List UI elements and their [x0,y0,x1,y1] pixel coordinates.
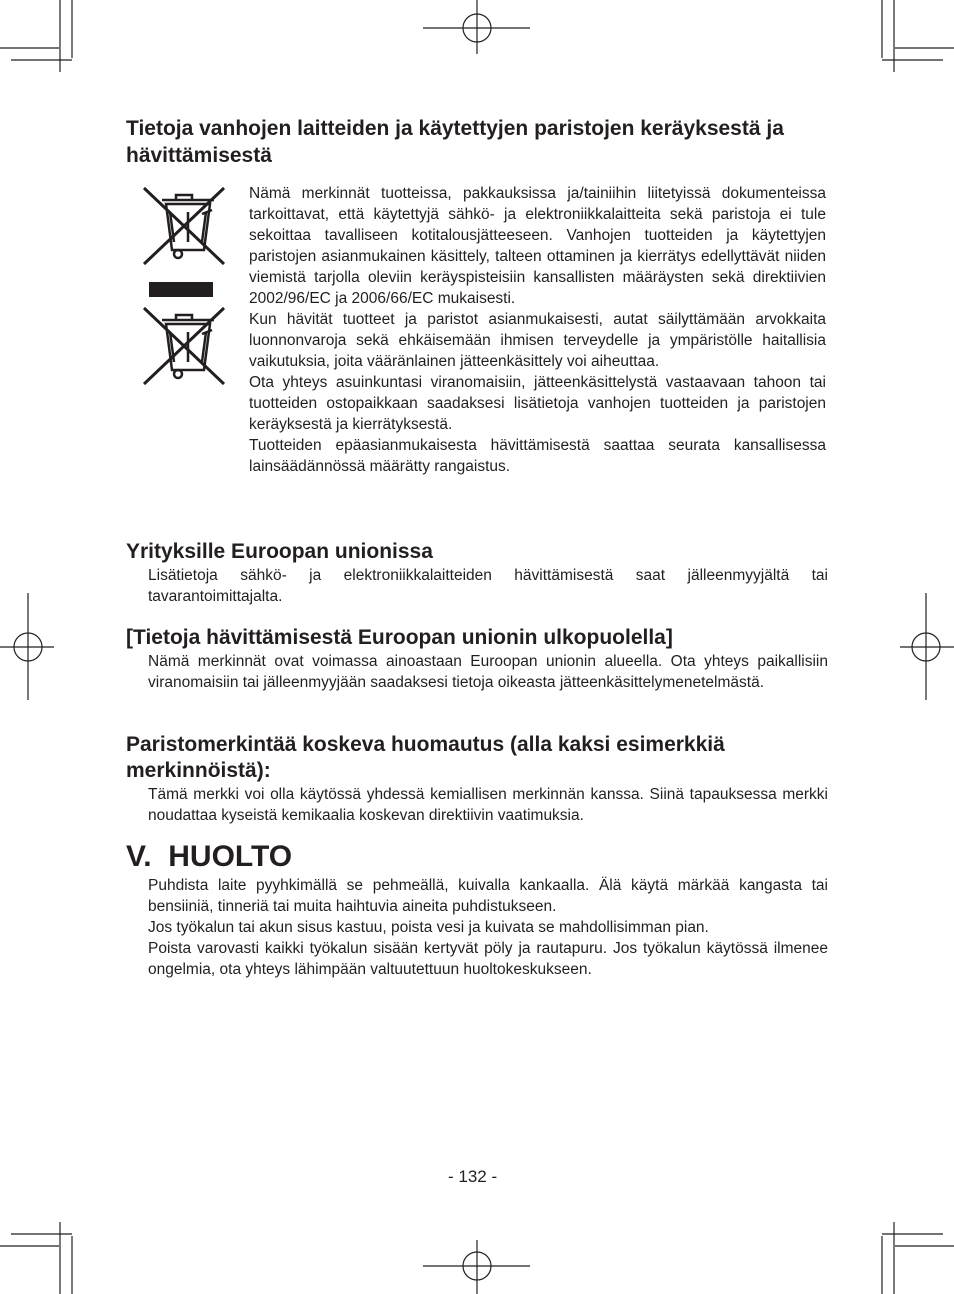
paragraph: Ota yhteys asuinkuntasi viranomaisiin, jätteenkäsittelystä vastaavaan tahoon tai tuotteiden ostopaikkaan saadaksesi lisätietoja vanhojen tuotteiden ja paristojen keräyksestä ja kierrätyksestä. [249,374,826,433]
registration-mark-left [0,593,54,700]
bar-mark [149,282,213,297]
paragraph: Poista varovasti kaikki työkalun sisään kertyvät pöly ja rautapuru. Jos työkalun käytössä ilmenee ongelmia, ota yhteys lähimpään valtuutettuun huoltokeskukseen. [148,940,828,978]
paragraph: Puhdista laite pyyhkimällä se pehmeällä, kuivalla kankaalla. Älä käytä märkää kangasta tai bensiiniä, tinneriä tai muita haihtuvia aineita puhdistukseen. [148,877,828,915]
crop-mark-top-left [0,0,72,72]
crop-mark-bottom-right [882,1222,954,1294]
paragraph: Kun hävität tuotteet ja paristot asianmukaisesti, autat säilyttämään arvokkaita luonnonvaroja sekä ehkäisemään ihmisen terveydelle ja ympäristölle haitallisia vaikutuksia, joita vääränlainen jätteenkäsittely voi aiheuttaa. [249,311,826,370]
section-title-battery-symbol: Paristomerkintää koskeva huomautus (alla kaksi esimerkkiä merkinnöistä): [126,733,725,782]
section-title-disposal: Tietoja vanhojen laitteiden ja käytettyjen paristojen keräyksestä ja hävittämisestä [126,117,784,167]
section-title-outside-eu: [Tietoja hävittämisestä Euroopan unionin ulkopuolella] [126,626,673,649]
maintenance-text [148,875,828,980]
outside-eu-text: Nämä merkinnät ovat voimassa ainoastaan Euroopan unionin alueella. Ota yhteys paikallisiin viranomaisiin tai jälleenmyyjään saadaksesi tietoja oikeasta jätteenkäsittelymenetelmästä. [148,653,828,691]
crossed-out-wheelie-bin-icons [138,184,234,392]
crop-mark-bottom-left [0,1222,72,1294]
registration-mark-bottom [423,1240,530,1294]
crossed-out-wheelie-bin-with-bar-icon [144,188,224,264]
paragraph: Tuotteiden epäasianmukaisesta hävittämisestä saattaa seurata kansallisessa lainsäädännössä määrätty rangaistus. [249,437,826,475]
section-title-business-eu: Yrityksille Euroopan unionissa [126,540,433,563]
crossed-out-wheelie-bin-icon [144,308,224,384]
registration-mark-top [423,0,530,54]
paragraph: Nämä merkinnät tuotteissa, pakkauksissa ja/tainiihin liitetyissä dokumenteissa tarkoittavat, että käytettyjä sähkö- ja elektroniikkalaitteita sekä paristoja ei tule sekoittaa tavalliseen kotitalousjätteeseen. Vanhojen tuotteiden ja käytettyjen paristojen asianmukainen käsittely, talteen ottaminen ja kierrätys edellyttävät niiden viemistä tarjolla oleviin keräyspisteisiin kansallisten määräysten sekä direktiivien 2002/96/EC ja 2006/66/EC mukaisesti. [249,185,826,307]
battery-symbol-text: Tämä merkki voi olla käytössä yhdessä kemiallisen merkinnän kanssa. Siinä tapauksessa merkki noudattaa kyseistä kemikaalia koskevan direktiivin vaatimuksia. [148,786,828,824]
page-number: - 132 - [448,1167,498,1186]
disposal-text [249,183,826,477]
paragraph: Jos työkalun tai akun sisus kastuu, poista vesi ja kuivata se mahdollisimman pian. [148,919,709,936]
crop-mark-top-right [882,0,954,72]
business-eu-text: Lisätietoja sähkö- ja elektroniikkalaitteiden hävittämisestä saat jälleenmyyjältä tai tavarantoimittajalta. [148,567,828,605]
registration-mark-right [900,593,954,700]
section-title-maintenance: V. HUOLTO [126,840,293,873]
